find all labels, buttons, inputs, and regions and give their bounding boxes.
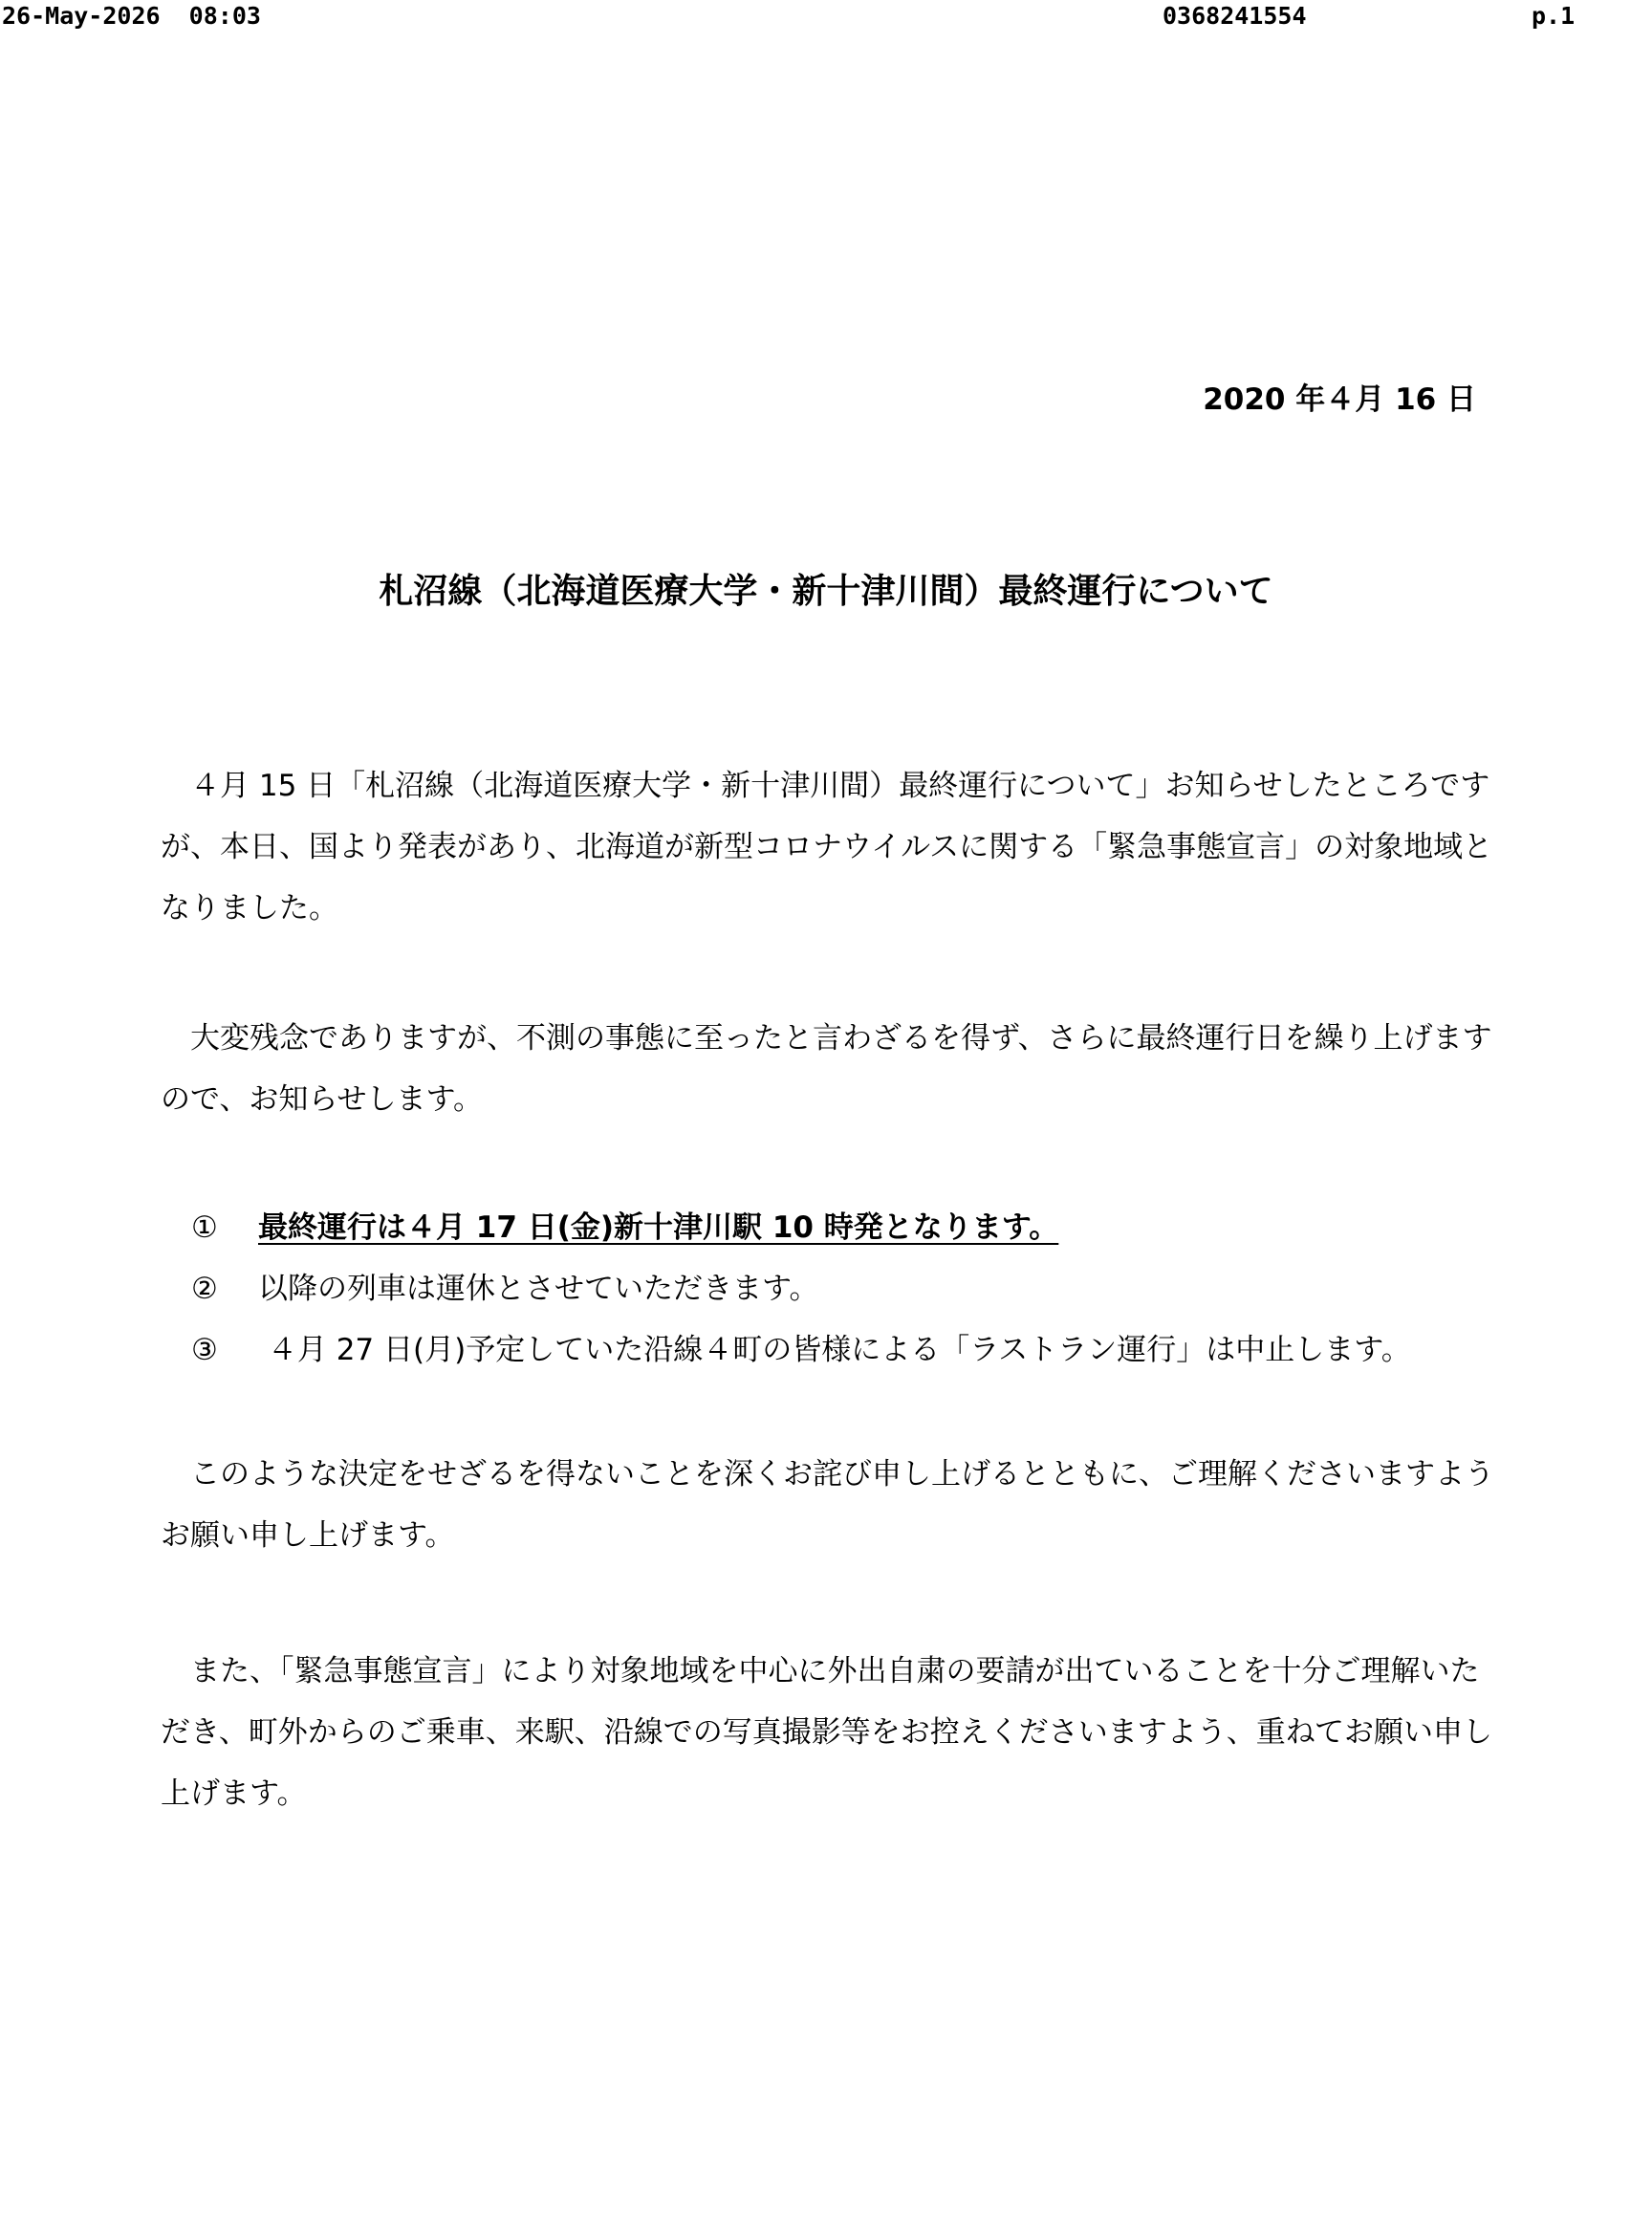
fax-page-number: p.1 — [1532, 2, 1576, 30]
list-item-text-emphasized: 最終運行は４月 17 日(金)新十津川駅 10 時発となります。 — [258, 1210, 1059, 1245]
paragraph-request: また、「緊急事態宣言」により対象地域を中心に外出自粛の要請が出ていることを十分ご理解いただき、町外からのご乗車、来駅、沿線での写真撮影等をお控えくださいますよう、重ねてお願い申し上げます。 — [161, 1654, 1492, 1811]
list-item-number: ③ — [191, 1333, 218, 1367]
paragraph-announcement: ４月 15 日「札沼線（北海道医療大学・新十津川間）最終運行について」お知らせしたところですが、本日、国より発表があり、北海道が新型コロナウイルスに関する「緊急事態宣言」の対象地域となりました。 — [161, 769, 1493, 926]
paragraph-reschedule: 大変残念でありますが、不測の事態に至ったと言わざるを得ず、さらに最終運行日を繰り上げますので、お知らせします。 — [161, 1021, 1492, 1117]
document-date: 2020 年４月 16 日 — [1203, 382, 1476, 417]
fax-header — [0, 0, 1652, 38]
fax-datetime: 26-May-2026 08:03 — [2, 2, 261, 30]
list-item-text: ４月 27 日(月)予定していた沿線４町の皆様による「ラストラン運行」は中止します。 — [258, 1333, 1411, 1367]
document-title: 札沼線（北海道医療大学・新十津川間）最終運行について — [379, 572, 1273, 611]
list-item — [191, 1319, 1530, 1381]
list-item — [191, 1258, 1530, 1319]
list-item-number: ① — [191, 1210, 218, 1245]
list-item-number: ② — [191, 1272, 218, 1306]
notice-list — [191, 1197, 1530, 1381]
list-item-text: 以降の列車は運休とさせていただきます。 — [258, 1272, 819, 1306]
paragraph-apology: このような決定をせざるを得ないことを深くお詫び申し上げるとともに、ご理解くださいますようお願い申し上げます。 — [161, 1457, 1494, 1553]
list-item — [191, 1197, 1530, 1258]
fax-number: 0368241554 — [1163, 2, 1307, 30]
